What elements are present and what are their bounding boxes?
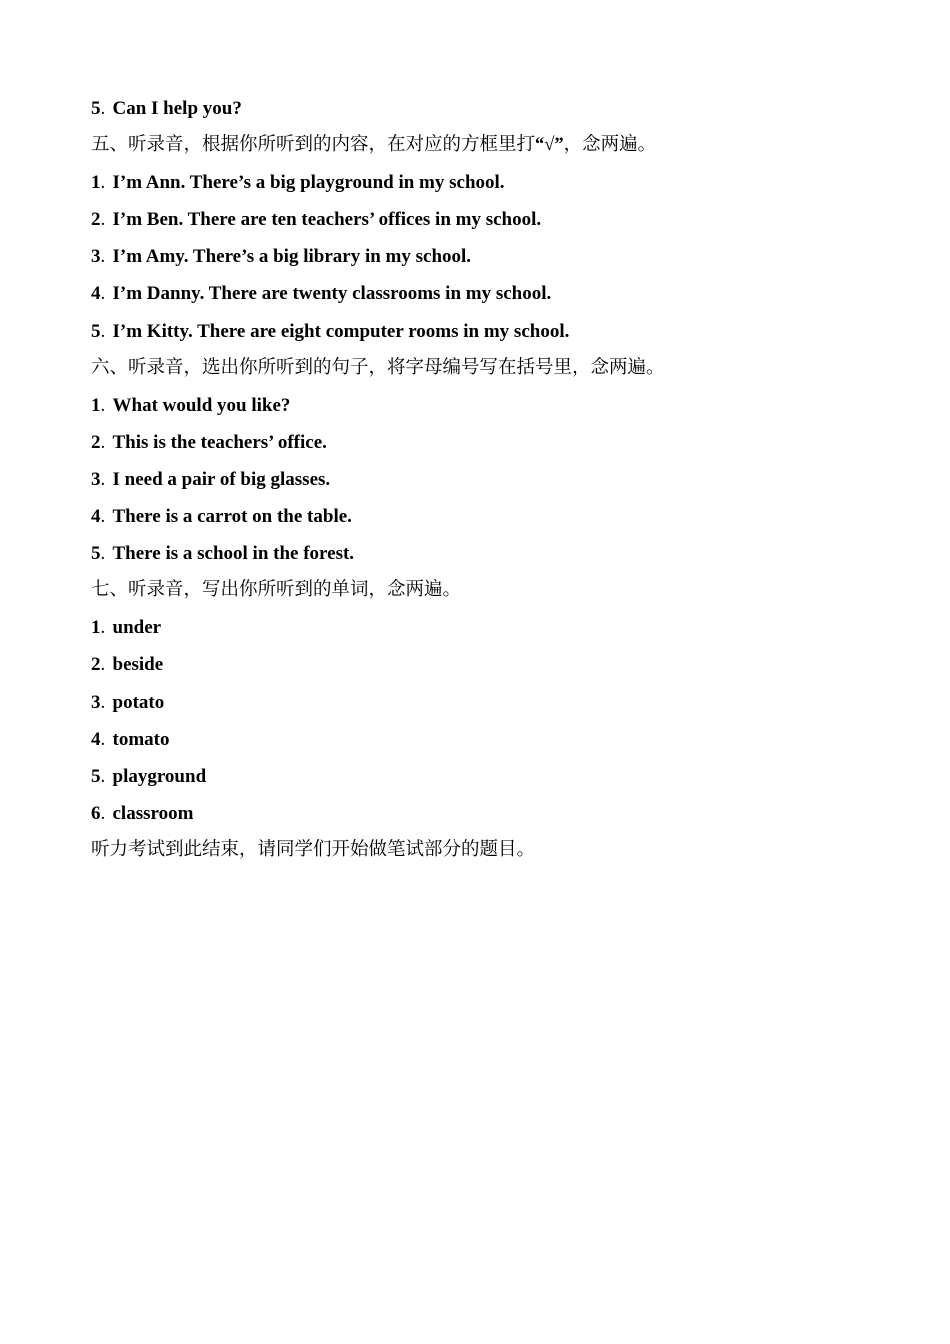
item-text: I’m Ann. There’s a big playground in my school.	[112, 172, 505, 194]
item-separator: .	[100, 506, 106, 528]
numbered-line	[91, 313, 871, 350]
item-text: potato	[112, 691, 165, 713]
item-number: 4	[91, 728, 101, 750]
numbered-line	[91, 201, 871, 238]
numbered-line	[91, 275, 871, 312]
item-separator: .	[100, 654, 106, 676]
item-separator: .	[100, 691, 106, 713]
section-heading	[91, 127, 871, 164]
item-number: 1	[91, 617, 101, 639]
numbered-line	[91, 387, 871, 424]
item-separator: .	[100, 431, 106, 453]
item-text: beside	[112, 654, 164, 676]
item-separator: .	[100, 543, 106, 565]
numbered-line	[91, 424, 871, 461]
item-text: There is a carrot on the table.	[112, 506, 352, 528]
heading-text: “√”	[535, 135, 564, 156]
item-number: 1	[91, 394, 101, 416]
item-text: Can I help you?	[112, 98, 242, 119]
heading-text: 六、听录音，选出你所听到的句子，将字母编号写在括号里，念两遍。	[91, 357, 665, 378]
numbered-line	[91, 646, 871, 683]
item-text: What would you like?	[112, 394, 291, 416]
item-number: 3	[91, 246, 101, 268]
item-number: 5	[91, 765, 101, 787]
numbered-line	[91, 758, 871, 795]
item-number: 5	[91, 98, 101, 119]
item-number: 3	[91, 468, 101, 490]
numbered-line	[91, 164, 871, 201]
item-number: 2	[91, 431, 101, 453]
item-number: 3	[91, 691, 101, 713]
item-separator: .	[100, 468, 106, 490]
item-separator: .	[100, 172, 106, 194]
item-text: I’m Danny. There are twenty classrooms in my school.	[112, 283, 552, 305]
item-number: 1	[91, 172, 101, 194]
item-separator: .	[100, 209, 106, 231]
item-separator: .	[100, 802, 106, 824]
item-text: This is the teachers’ office.	[112, 431, 327, 453]
numbered-line	[91, 461, 871, 498]
item-text: tomato	[112, 728, 170, 750]
item-text: under	[112, 617, 162, 639]
section-heading	[91, 350, 871, 387]
numbered-line	[91, 498, 871, 535]
item-number: 2	[91, 209, 101, 231]
item-text: I need a pair of big glasses.	[112, 468, 331, 490]
item-number: 4	[91, 506, 101, 528]
numbered-line	[91, 609, 871, 646]
item-number: 5	[91, 543, 101, 565]
item-number: 2	[91, 654, 101, 676]
item-text: I’m Kitty. There are eight computer rooms in my school.	[112, 320, 570, 342]
item-separator: .	[100, 283, 106, 305]
item-text: I’m Ben. There are ten teachers’ offices in my school.	[112, 209, 542, 231]
numbered-line	[91, 90, 871, 127]
item-separator: .	[100, 765, 106, 787]
numbered-line	[91, 795, 871, 832]
item-text: There is a school in the forest.	[112, 543, 355, 565]
numbered-line	[91, 238, 871, 275]
heading-text: 五、听录音，根据你所听到的内容，在对应的方框里打	[91, 135, 536, 156]
heading-text: ，念两遍。	[563, 135, 657, 156]
item-number: 5	[91, 320, 101, 342]
numbered-line	[91, 535, 871, 572]
item-number: 4	[91, 283, 101, 305]
item-number: 6	[91, 802, 101, 824]
item-separator: .	[100, 320, 106, 342]
section-heading	[91, 572, 871, 609]
heading-text: 七、听录音，写出你所听到的单词，念两遍。	[91, 580, 462, 601]
item-text: playground	[112, 765, 207, 787]
item-separator: .	[100, 617, 106, 639]
numbered-line	[91, 721, 871, 758]
item-separator: .	[100, 728, 106, 750]
item-separator: .	[100, 394, 106, 416]
item-text: classroom	[112, 802, 194, 824]
numbered-line	[91, 684, 871, 721]
item-separator: .	[100, 98, 106, 119]
item-separator: .	[100, 246, 106, 268]
document-page	[91, 90, 871, 869]
section-heading	[91, 832, 871, 869]
heading-text: 听力考试到此结束，请同学们开始做笔试部分的题目。	[91, 839, 536, 860]
item-text: I’m Amy. There’s a big library in my school.	[112, 246, 472, 268]
